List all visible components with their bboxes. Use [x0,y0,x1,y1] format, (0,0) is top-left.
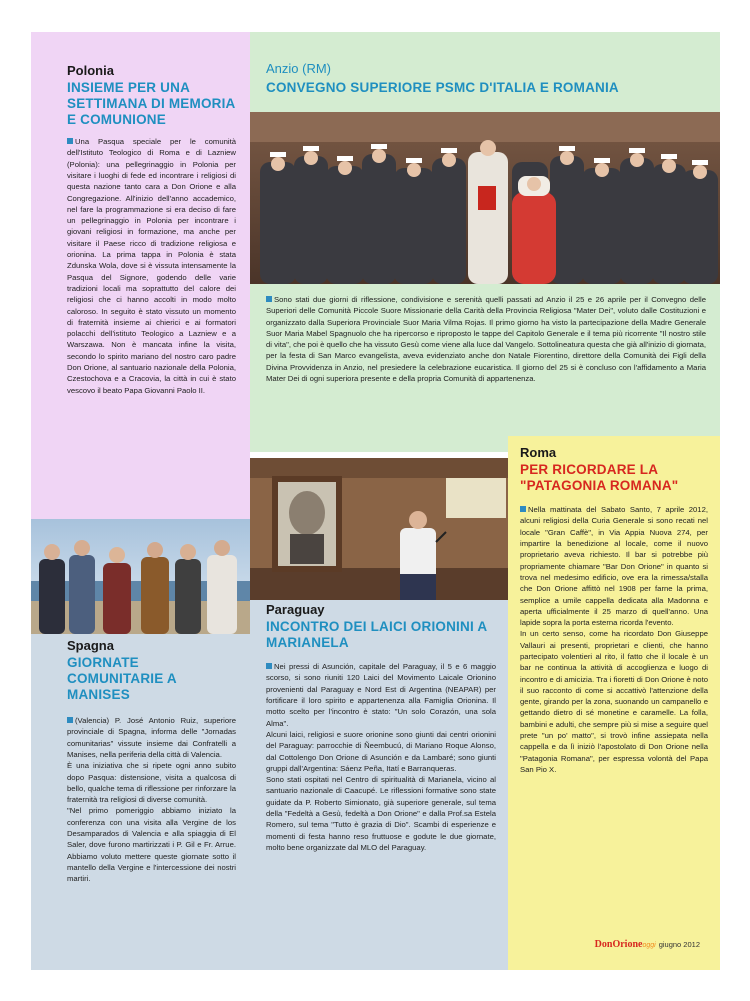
anzio-body: Sono stati due giorni di riflessione, condivisione e serenità quelli passati ad Anzio il 25 e 26 aprile per il Convegno delle Superiori delle Comunità Piccole Suore Missionarie della Carità della Provincia Religiosa "Mater Dei", voluto dalle Costituzioni e organizzato dalla Superiora Provinciale Suor Maria Vilma Rojas. Il primo giorno ha visto la partecipazione della Madre Generale Suor Maria Mabel Spagnuolo che ha ripercorso e riproposto le tappe del Capitolo Generale e il tema più ricorrente "Il nostro stile di vita", che poi è quello che ha vissuto Gesù come viene alla luce dal Vangelo. Sottolineatura questa che già all'inizio di giornata, per la festa di San Marco evangelista, aveva evidenziato anche don Natale Fiorentino, direttore della Comunità dei Figli della Divina Provvidenza in Anzio, nel presiedere la celebrazione eucaristica. Il giorno del 25 si è concluso con l'affidamento a Maria Mater Dei di ogni superiora presente e della propria Comunità di appartenenza. [266,295,706,384]
brand-don: Don [594,939,613,950]
bullet-square-icon [67,138,73,144]
men-on-beach-image [31,519,250,634]
roma-block [508,436,720,970]
bullet-square-icon [266,296,272,302]
polonia-body: Una Pasqua speciale per le comunità dell'Istituto Teologico di Roma e di Lazniew (Polonia): una pellegrinaggio in Polonia per visitare i luoghi di fede ed incontrare i religiosi di questa nazione tanto cara a Don Orione e alla Congregazione. All'inizio dell'anno accademico, nel fare la programmazione si era deciso di fare un pellegrinaggio in Polonia per incontrare i giovani religiosi in formazione, ma anche per visitare il Paese ricco di tradizione religiosa e orionina. La prima tappa in Polonia è stata Zdunska Wola, dove si è vissuta intensamente la Pasqua del Signore, godendo delle varie tradizioni locali ma soprattutto del calore dei religiosi che ci hanno accolti in modo molto caloroso. In seguito è stato vissuto un momento di fraternità insieme ai chierici e ai formatori polacchi dell'istituto Teologico a Lazniew e a Warszawa. Non è mancata infine la visita, secondo lo spirito mariano del nostro caro padre Don Orione, al santuario nazionale della Polonia, Czestochova e a Cracovia, la città in cui è stato vescovo il beato Papa Giovanni Paolo II. [67,137,236,395]
bullet-square-icon [266,663,272,669]
paraguay-block [250,600,508,970]
paraguay-paragraph: Alcuni laici, religiosi e suore orionine sono giunti dai centri orionini del Paraguay: parrocchie di Ñeembucú, di Mariano Roque Alonso, dal Cottolengo Don Orione di Asunción e da Lambaré; sono giunti gruppi dall'Argentina: Sáenz Peña, Itatí e Barranqueras. [266,729,496,773]
nuns-group-image [250,112,720,284]
roma-headline: PER RICORDARE LA "PATAGONIA ROMANA" [520,462,679,494]
roma-paragraph: In un certo senso, come ha ricordato Don Giuseppe Vallauri ai presenti, proprietari e clienti, che hanno partecipato volentieri al rito, il fatto che il locale è un bar ne continua la attività di accoglienza e luogo di incontro e di amicizia. Tra i fioretti di Don Orione è noto il suo racconto di come si accattivò l'attenzione della gente, girando per la zona, suonando un campanello e gettando dietro di sé monetine e caramelle. La folla, bambini e adulti, che sempre più si mise a seguire quel prete "un po' matto", si trovò infine assiepata nella cappella e da lì iniziò l'apostolato di Don Orione nella "Patagonia Romana", per espressa volontà del Papa San Pio X. [520,629,708,774]
spagna-body: (Valencia) P. José Antonio Ruiz, superiore provinciale di Spagna, informa delle "Jornadas comunitarias" vissute insieme dai Confratelli a Manises, nella periferia della città di Valencia. È una iniziativa che si ripete ogni anno subito dopo Pasqua: distensione, visita a qualcosa di bello, qualche tema di riflessione per rinforzare la fraternità tra religiosi di diverse comunità. "Nel primo pomeriggio abbiamo iniziato la conferenza con una visita alla Vergine de los Desamparados di Valencia e alla spiaggia di El Saler, dove furono martirizzati i P. Gil e Fr. Arrue. Abbiamo voluto mettere queste giornate sotto il mantello della Vergine e l'intercessione dei nostri martiri. [67,716,236,884]
polonia-headline: INSIEME PER UNA SETTIMANA DI MEMORIA E COMUNIONE [67,80,235,128]
spagna-headline: GIORNATE COMUNITARIE A MANISES [67,655,177,703]
speaker-with-portrait-image [250,458,508,600]
anzio-headline: CONVEGNO SUPERIORE PSMC D'ITALIA E ROMANIA [266,80,619,96]
paraguay-location: Paraguay [266,602,325,617]
paraguay-paragraph: Sono stati ospitati nel Centro di spiritualità di Marianela, vicino al santuario nazionale di Caacupé. Le riflessioni formative sono state guidate da P. Roberto Simionato, già superiore generale, sul tema della "Fedeltà a Gesù, fedeltà a Don Orione" e dalla Prof.sa Estela Romero, sul tema "Tutto è grazia di Dio". Scambi di esperienze e momenti di festa hanno reso fruttuose e godute le due giornate, molto bene organizzate dal MLO del Paraguay. [266,775,496,852]
paraguay-photo [250,458,508,600]
polonia-block [31,32,250,519]
brand-orione: Orione [612,939,643,950]
paraguay-body: Nei pressi di Asunción, capitale del Paraguay, il 5 e 6 maggio scorso, si sono riuniti 120 Laici del Movimento Laicale Orionino provenienti dal Paraguay e Nord Est di Argentina (NEAPAR) per fortificare il loro spirito e appartenenza alla Famiglia Orionina. Il motto scelto per l'incontro è stato: "Un solo Corazón, una sola Alma". Alcuni laici, religiosi e suore orionine sono giunti dai centri orionini del Paraguay: parrocchie di Ñeembucú, di Mariano Roque Alonso, dal Cottolengo Don Orione di Asunción e da Lambaré; sono giunti gruppi dall'Argentina: Sáenz Peña, Itatí e Barranqueras. Sono stati ospitati nel Centro di spiritualità di Marianela, vicino al santuario nazionale di Caacupé. Le riflessioni formative sono state guidate da P. Roberto Simionato, già superiore generale, sul tema della "Fedeltà a Gesù, fedeltà a Don Orione" e dalla Prof.sa Estela Romero, sul tema "Tutto è grazia di Dio". Scambi di esperienze e momenti di festa hanno reso fruttuose e godute le due giornate, molto bene organizzate dal MLO del Paraguay. [266,662,496,852]
roma-body: Nella mattinata del Sabato Santo, 7 aprile 2012, alcuni religiosi della Curia Generale si sono recati nel locale "Gran Caffè", in Via Appia Nuova 274, per impartire la benedizione al locale, come il nuovo proprietario aveva richiesto. Il bar si potrebbe più propriamente chiamare "Bar Don Orione" in quanto si trova nel medesimo edificio, ove era la rimessa/stalla che Don Orione affittò nel 1908 per farne la prima, semplice a umile cappella dedicata alla Madonna e aperta ufficialmente il 25 marzo di quell'anno. Una lapide sopra la porta esterna ricorda l'evento. In un certo senso, come ha ricordato Don Giuseppe Vallauri ai presenti, proprietari e clienti, che hanno partecipato volentieri al rito, il fatto che il locale è un bar ne continua la attività di accoglienza e luogo di incontro e di amicizia. Tra i fioretti di Don Orione è noto il suo racconto di come si accattivò l'attenzione della gente, girando per la zona, suonando un campanello e gettando dietro di sé monetine e caramelle. La folla, bambini e adulti, che sempre più si mise a seguire quel prete "un po' matto", si trovò infine assiepata nella cappella e da lì iniziò l'apostolato di Don Orione nella "Patagonia Romana", per espressa volontà del Papa San Pio X. [520,505,708,774]
roma-location: Roma [520,445,557,460]
spagna-block [31,634,250,970]
anzio-group-photo [250,112,720,284]
spagna-location: Spagna [67,638,114,653]
footer-date: giugno 2012 [658,940,700,949]
footer-brand [595,939,700,950]
paraguay-headline: INCONTRO DEI LAICI ORIONINI A MARIANELA [266,619,487,651]
spagna-paragraph: "Nel primo pomeriggio abbiamo iniziato la conferenza con una visita alla Vergine de los Desamparados di Valencia e alla spiaggia di El Saler, dove furono martirizzati i P. Gil e Fr. Arrue. Abbiamo voluto mettere queste giornate sotto il mantello della Vergine e l'intercessione dei nostri martiri. [67,806,236,884]
bullet-square-icon [67,717,73,723]
anzio-location: Anzio (RM) [266,61,332,76]
brand-oggi: oggi [642,942,656,949]
polonia-location: Polonia [67,63,114,78]
spagna-group-photo [31,519,250,634]
spagna-paragraph: È una iniziativa che si ripete ogni anno subito dopo Pasqua: distensione, visita a qualcosa di bello, qualche tema di riflessione per rinforzare la fraternità tra religiosi di diverse comunità. [67,761,236,805]
bullet-square-icon [520,506,526,512]
